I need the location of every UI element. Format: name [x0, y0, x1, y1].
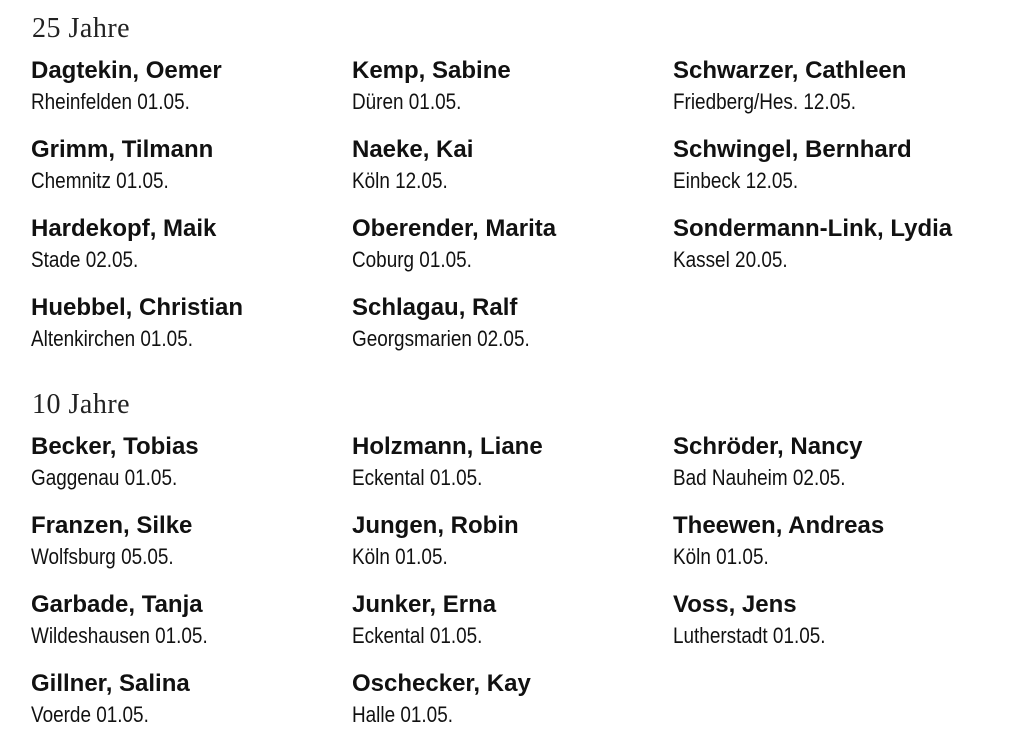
location-date: Einbeck 12.05.: [673, 168, 799, 193]
location-date: Eckental 01.05.: [352, 465, 483, 490]
person-name: Oberender, Marita: [352, 215, 557, 242]
list-item: [352, 215, 673, 294]
entry-grid: [31, 433, 1012, 749]
list-item: [352, 591, 673, 670]
list-item: [31, 294, 352, 373]
location-date: Wildeshausen 01.05.: [31, 623, 208, 648]
person-name: Hardekopf, Maik: [31, 215, 217, 242]
location-date: Bad Nauheim 02.05.: [673, 465, 846, 490]
location-date: Rheinfelden 01.05.: [31, 89, 190, 114]
person-name: Naeke, Kai: [352, 136, 474, 163]
list-item: [673, 57, 1012, 136]
entry-grid: [31, 57, 1012, 373]
person-name: Schlagau, Ralf: [352, 294, 518, 321]
person-name: Grimm, Tilmann: [31, 136, 214, 163]
list-item: [31, 57, 352, 136]
list-item: [673, 136, 1012, 215]
list-item: [31, 136, 352, 215]
person-name: Holzmann, Liane: [352, 433, 543, 460]
section-heading: 10 Jahre: [32, 389, 131, 420]
list-item: [352, 57, 673, 136]
location-date: Köln 12.05.: [352, 168, 448, 193]
location-date: Köln 01.05.: [673, 544, 769, 569]
person-name: Gillner, Salina: [31, 670, 190, 697]
empty-cell: [673, 670, 1012, 749]
location-date: Eckental 01.05.: [352, 623, 483, 648]
location-date: Voerde 01.05.: [31, 702, 149, 727]
person-name: Sondermann-Link, Lydia: [673, 215, 953, 242]
person-name: Garbade, Tanja: [31, 591, 203, 618]
list-item: [673, 512, 1012, 591]
location-date: Kassel 20.05.: [673, 247, 788, 272]
person-name: Kemp, Sabine: [352, 57, 511, 84]
person-name: Franzen, Silke: [31, 512, 193, 539]
list-item: [352, 670, 673, 749]
list-item: [673, 591, 1012, 670]
person-name: Huebbel, Christian: [31, 294, 244, 321]
person-name: Theewen, Andreas: [673, 512, 885, 539]
location-date: Georgsmarien 02.05.: [352, 326, 530, 351]
person-name: Becker, Tobias: [31, 433, 199, 460]
list-item: [31, 591, 352, 670]
section-heading: 25 Jahre: [32, 13, 131, 44]
list-item: [352, 136, 673, 215]
list-item: [31, 512, 352, 591]
person-name: Voss, Jens: [673, 591, 797, 618]
location-date: Altenkirchen 01.05.: [31, 326, 193, 351]
location-date: Köln 01.05.: [352, 544, 448, 569]
person-name: Schwarzer, Cathleen: [673, 57, 907, 84]
list-item: [31, 670, 352, 749]
location-date: Wolfsburg 05.05.: [31, 544, 174, 569]
empty-cell: [673, 294, 1012, 373]
list-item: [31, 215, 352, 294]
person-name: Schwingel, Bernhard: [673, 136, 912, 163]
list-item: [352, 512, 673, 591]
location-date: Halle 01.05.: [352, 702, 453, 727]
list-item: [673, 433, 1012, 512]
person-name: Junker, Erna: [352, 591, 497, 618]
list-item: [673, 215, 1012, 294]
person-name: Jungen, Robin: [352, 512, 519, 539]
location-date: Düren 01.05.: [352, 89, 462, 114]
list-item: [31, 433, 352, 512]
list-item: [352, 433, 673, 512]
person-name: Schröder, Nancy: [673, 433, 863, 460]
location-date: Stade 02.05.: [31, 247, 139, 272]
location-date: Lutherstadt 01.05.: [673, 623, 826, 648]
location-date: Chemnitz 01.05.: [31, 168, 169, 193]
person-name: Dagtekin, Oemer: [31, 57, 222, 84]
location-date: Coburg 01.05.: [352, 247, 472, 272]
person-name: Oschecker, Kay: [352, 670, 531, 697]
list-item: [352, 294, 673, 373]
location-date: Friedberg/Hes. 12.05.: [673, 89, 856, 114]
location-date: Gaggenau 01.05.: [31, 465, 178, 490]
